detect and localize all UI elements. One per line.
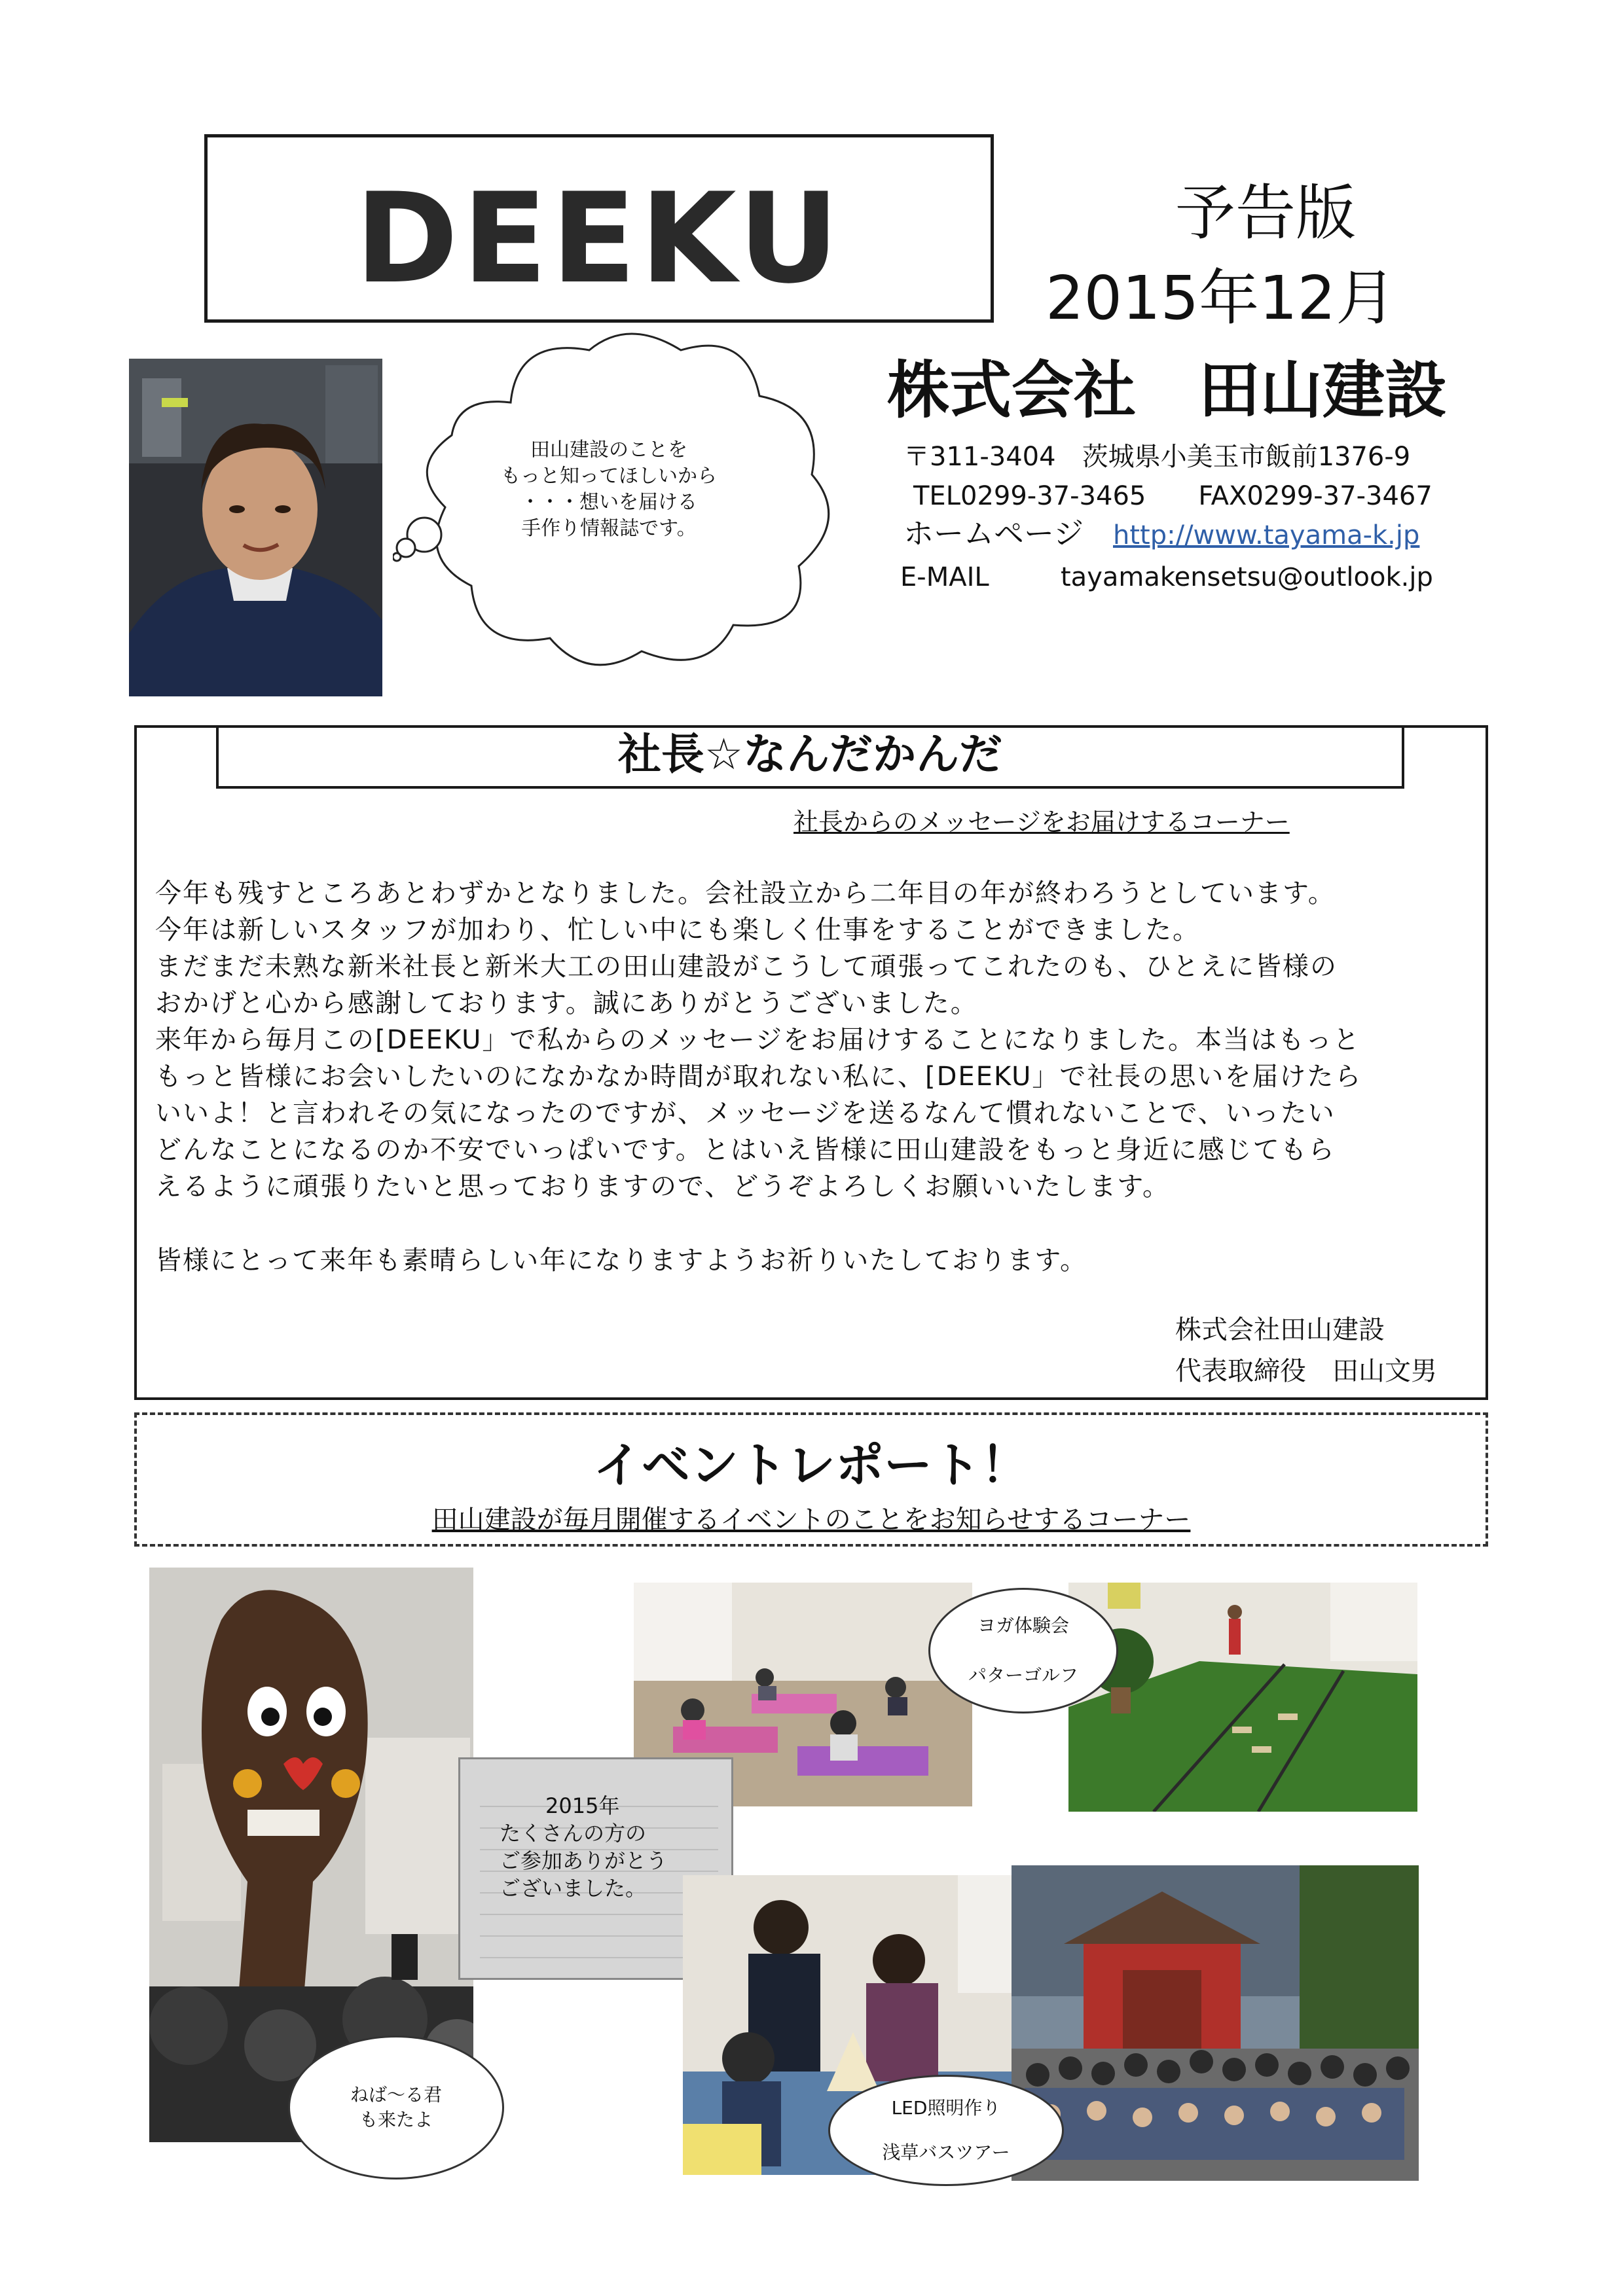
message-line: 今年は新しいスタッフが加わり、忙しい中にも楽しく仕事をすることができました。: [155, 915, 1200, 945]
bubble-text: [452, 437, 766, 542]
putter-golf-photo: [1068, 1583, 1417, 1812]
company-name: 株式会社 田山建設: [887, 355, 1448, 427]
note-line: ございました。: [500, 1876, 647, 1901]
president-title-box: [216, 725, 1404, 789]
mascot-caption-line: ねば～る君: [350, 2084, 442, 2106]
bubble-line: もっと知ってほしいから: [501, 465, 717, 488]
mascot-caption: [288, 2036, 504, 2179]
message-line: もっと皆様にお会いしたいのになかなか時間が取れない私に、[DEEKU」で社長の思いを届けたら: [155, 1062, 1362, 1092]
newsletter-title: DEEKU: [355, 166, 843, 311]
message-line: 皆様にとって来年も素晴らしい年になりますようお祈りいたしております。: [155, 1246, 1087, 1276]
message-line: おかげと心から感謝しております。誠にありがとうございました。: [155, 988, 978, 1018]
bubble-line: ・・・想いを届ける: [520, 491, 697, 514]
company-tel-fax: TEL0299-37-3465 FAX0299-37-3467: [913, 481, 1432, 511]
president-section-title: 社長☆なんだかんだ: [617, 729, 1003, 780]
putter-golf-label: パターゴルフ: [968, 1664, 1078, 1686]
message-line: まだまだ未熟な新米社長と新米大工の田山建設がこうして頑張ってこれたのも、ひとえに皆様の: [155, 952, 1338, 982]
bubble-line: 手作り情報誌です。: [521, 517, 697, 540]
thanks-note-text: [500, 1792, 667, 1902]
company-address: 〒311-3404 茨城県小美玉市飯前1376-9: [903, 442, 1411, 472]
issue-date: 2015年12月: [1046, 263, 1396, 333]
message-line: いいよ！と言われその気になったのですが、メッセージを送るなんて慣れないことで、いったい: [155, 1098, 1336, 1128]
signature-company: 株式会社田山建設: [1175, 1315, 1385, 1345]
yoga-golf-caption: [928, 1588, 1118, 1713]
yoga-label: ヨガ体験会: [977, 1615, 1069, 1636]
led-label: LED照明作り: [891, 2097, 1001, 2119]
asakusa-tour-photo: [1012, 1865, 1419, 2181]
asakusa-label: 浅草バスツアー: [882, 2142, 1010, 2163]
bubble-line: 田山建設のことを: [530, 439, 687, 461]
email-address[interactable]: tayamakensetsu@outlook.jp: [1061, 562, 1433, 592]
masthead: [204, 134, 994, 323]
event-report-subtitle: [137, 1507, 1486, 1533]
president-photo: [129, 359, 382, 696]
homepage-label: ホームページ: [903, 516, 1084, 551]
message-line: 今年も残すところあとわずかとなりました。会社設立から二年目の年が終わろうとしています。: [155, 878, 1336, 908]
edition-label: 予告版: [1175, 178, 1357, 248]
message-line: 来年から毎月この[DEEKU」で私からのメッセージをお届けすることになりました。本当はもっと: [155, 1025, 1360, 1055]
mascot-caption-line: も来たよ: [359, 2109, 433, 2130]
event-report-subtitle-text: 田山建設が毎月開催するイベントのことをお知らせするコーナー: [431, 1505, 1191, 1535]
message-line: どんなことになるのか不安でいっぱいです。とはいえ皆様に田山建設をもっと身近に感じてもら: [155, 1135, 1336, 1165]
note-line: たくさんの方の: [500, 1821, 647, 1846]
led-asakusa-caption: [828, 2075, 1064, 2186]
event-report-title: イベントレポート！: [593, 1437, 1029, 1494]
note-line: 2015年: [545, 1793, 620, 1818]
homepage-link[interactable]: http://www.tayama-k.jp: [1113, 520, 1420, 550]
event-report-header: [134, 1412, 1488, 1547]
signature-name: 代表取締役 田山文男: [1175, 1356, 1437, 1386]
message-line: えるように頑張りたいと思っておりますので、どうぞよろしくお願いいたします。: [155, 1172, 1170, 1202]
email-label: E-MAIL: [900, 562, 989, 592]
president-section-subtitle: 社長からのメッセージをお届けするコーナー: [793, 808, 1290, 836]
note-line: ご参加ありがとう: [500, 1848, 668, 1873]
